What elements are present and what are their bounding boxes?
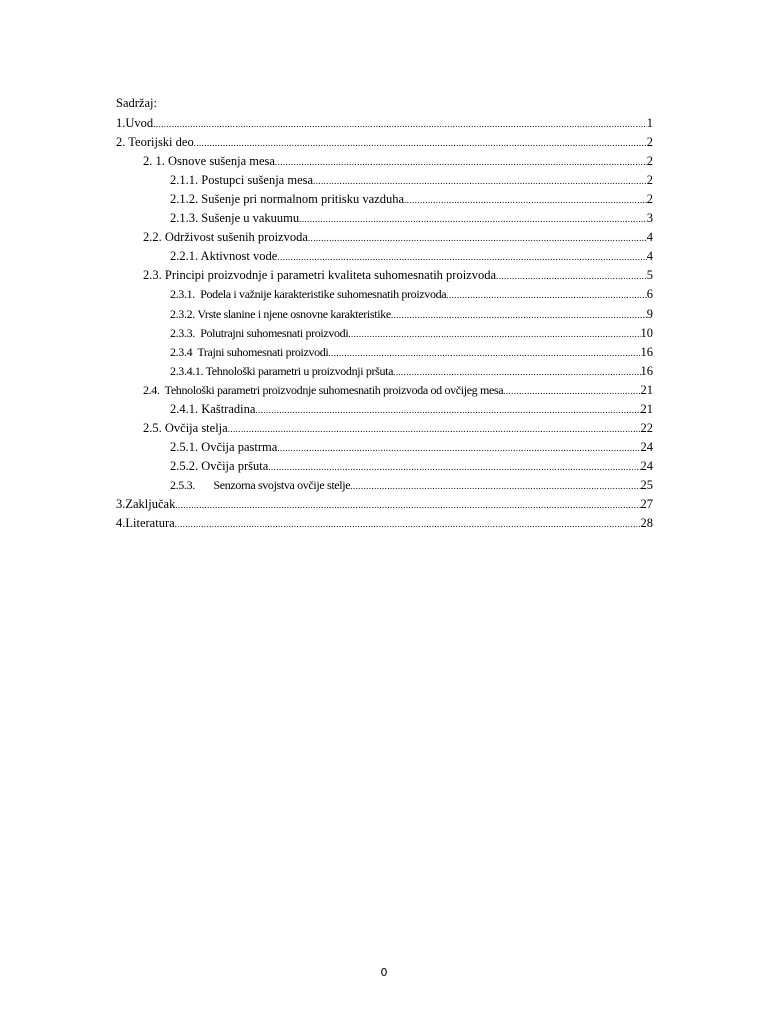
toc-dot-leader xyxy=(496,270,647,283)
toc-entry-label: 2.3.4.1. Tehnološki parametri u proizvodnji pršuta xyxy=(170,363,394,378)
toc-entry-label: 2.3. Principi proizvodnje i parametri kvaliteta suhomesnatih proizvoda xyxy=(143,268,497,283)
toc-entry-page: 24 xyxy=(640,439,653,454)
toc-entry[interactable] xyxy=(170,209,653,226)
toc-dot-leader xyxy=(255,404,640,417)
toc-entry[interactable] xyxy=(170,362,653,379)
toc-entry-label: 2. Teorijski deo xyxy=(116,135,194,150)
toc-heading: Sadržaj: xyxy=(116,96,157,110)
toc-entry[interactable] xyxy=(143,266,653,283)
toc-dot-leader xyxy=(277,442,640,455)
toc-entry[interactable] xyxy=(116,514,653,531)
toc-entry-page: 2 xyxy=(646,135,653,150)
toc-entry-label: 2.3.2. Vrste slanine i njene osnovne karakteristike xyxy=(170,306,391,321)
toc-entry-label: 2.5.1. Ovčija pastrma xyxy=(170,439,278,454)
page-number: 0 xyxy=(380,966,388,979)
toc-entry-label: 2.5.2. Ovčija pršuta xyxy=(170,458,269,473)
toc-dot-leader xyxy=(503,385,640,398)
toc-entry[interactable] xyxy=(170,305,653,322)
toc-entry-label: 2.1.1. Postupci sušenja mesa xyxy=(170,173,314,188)
toc-dot-leader xyxy=(328,347,640,360)
toc-entry[interactable] xyxy=(170,438,653,455)
toc-entry-page: 9 xyxy=(646,306,653,321)
toc-entry[interactable] xyxy=(116,133,653,150)
toc-dot-leader xyxy=(313,175,647,188)
toc-entry-label: 2.2.1. Aktivnost vode xyxy=(170,249,278,264)
toc-dot-leader xyxy=(446,289,647,302)
toc-entry-label: 2.1.2. Sušenje pri normalnom pritisku vazduha xyxy=(170,192,404,207)
toc-entry-page: 5 xyxy=(646,268,653,283)
toc-entry-label: 2.1.3. Sušenje u vakuumu xyxy=(170,211,300,226)
toc-entry[interactable] xyxy=(170,190,653,207)
toc-entry-label: 2.3.4 Trajni suhomesnati proizvodi xyxy=(170,344,329,359)
toc-dot-leader xyxy=(268,461,640,474)
toc-dot-leader xyxy=(275,156,647,169)
toc-entry-page: 24 xyxy=(640,458,653,473)
toc-dot-leader xyxy=(348,328,640,341)
toc-entry-label: 2.3.1. Podela i važnije karakteristike suhomesnatih proizvoda xyxy=(170,287,447,302)
toc-entry-page: 21 xyxy=(640,401,653,416)
toc-entry[interactable] xyxy=(170,324,653,341)
toc-dot-leader xyxy=(393,366,640,379)
toc-entry-page: 27 xyxy=(640,497,653,511)
toc-dot-leader xyxy=(277,251,646,264)
toc-entry-label: 2.5. Ovčija stelja xyxy=(143,420,228,435)
toc-entry-label: 2.4.1. Kaštradina xyxy=(170,401,256,416)
toc-entry-page: 10 xyxy=(640,325,653,340)
toc-entry-page: 21 xyxy=(640,382,653,397)
toc-entry[interactable] xyxy=(170,247,653,264)
toc-entry[interactable] xyxy=(143,419,653,436)
toc-dot-leader xyxy=(350,480,640,493)
toc-entry-page: 2 xyxy=(646,154,653,169)
toc-entry-label: 1.Uvod xyxy=(116,116,154,130)
toc-entry[interactable] xyxy=(170,476,653,493)
toc-entry-label: 3.Zaključak xyxy=(116,497,176,511)
toc-entry-label: 2. 1. Osnove sušenja mesa xyxy=(143,154,275,169)
toc-entry[interactable] xyxy=(170,171,653,188)
toc-entry-label: 4.Literatura xyxy=(116,516,175,531)
toc-entry-page: 4 xyxy=(646,230,653,245)
toc-entry-label: 2.3.3. Polutrajni suhomesnati proizvodi xyxy=(170,325,349,340)
toc-entry-page: 3 xyxy=(646,211,653,226)
toc-entry-page: 2 xyxy=(646,173,653,188)
toc-entry-page: 6 xyxy=(646,287,653,302)
toc-entry[interactable] xyxy=(170,400,653,417)
toc-entry-page: 2 xyxy=(646,192,653,207)
toc-entry-page: 25 xyxy=(640,477,653,492)
toc-entry-label: 2.4. Tehnološki parametri proizvodnje suhomesnatih proizvoda od ovčijeg mesa xyxy=(143,382,504,397)
toc-entry[interactable] xyxy=(116,114,653,131)
toc-dot-leader xyxy=(175,518,641,531)
toc-entry-page: 28 xyxy=(640,516,653,531)
toc-dot-leader xyxy=(308,232,647,245)
toc-entry-page: 4 xyxy=(646,249,653,264)
toc-dot-leader xyxy=(391,309,647,322)
toc-entry[interactable] xyxy=(170,285,653,302)
toc-entry[interactable] xyxy=(170,457,653,474)
toc-entry[interactable] xyxy=(143,152,653,169)
toc-dot-leader xyxy=(175,499,640,512)
toc-entry[interactable] xyxy=(170,343,653,360)
toc-dot-leader xyxy=(404,194,647,207)
toc-entry[interactable] xyxy=(116,495,653,512)
toc-entry[interactable] xyxy=(143,381,653,398)
toc-dot-leader xyxy=(153,118,647,131)
toc-entry-page: 22 xyxy=(640,420,653,435)
toc-dot-leader xyxy=(299,213,647,226)
toc-entry-page: 16 xyxy=(640,363,653,378)
toc-entry-label: 2.2. Održivost sušenih proizvoda xyxy=(143,230,308,245)
toc-entry-page: 16 xyxy=(640,344,653,359)
toc-entry-label: 2.5.3. Senzorna svojstva ovčije stelje xyxy=(170,477,351,492)
toc-dot-leader xyxy=(228,423,641,436)
toc-entry[interactable] xyxy=(143,228,653,245)
toc-entry-page: 1 xyxy=(646,116,653,130)
toc-dot-leader xyxy=(194,137,647,150)
